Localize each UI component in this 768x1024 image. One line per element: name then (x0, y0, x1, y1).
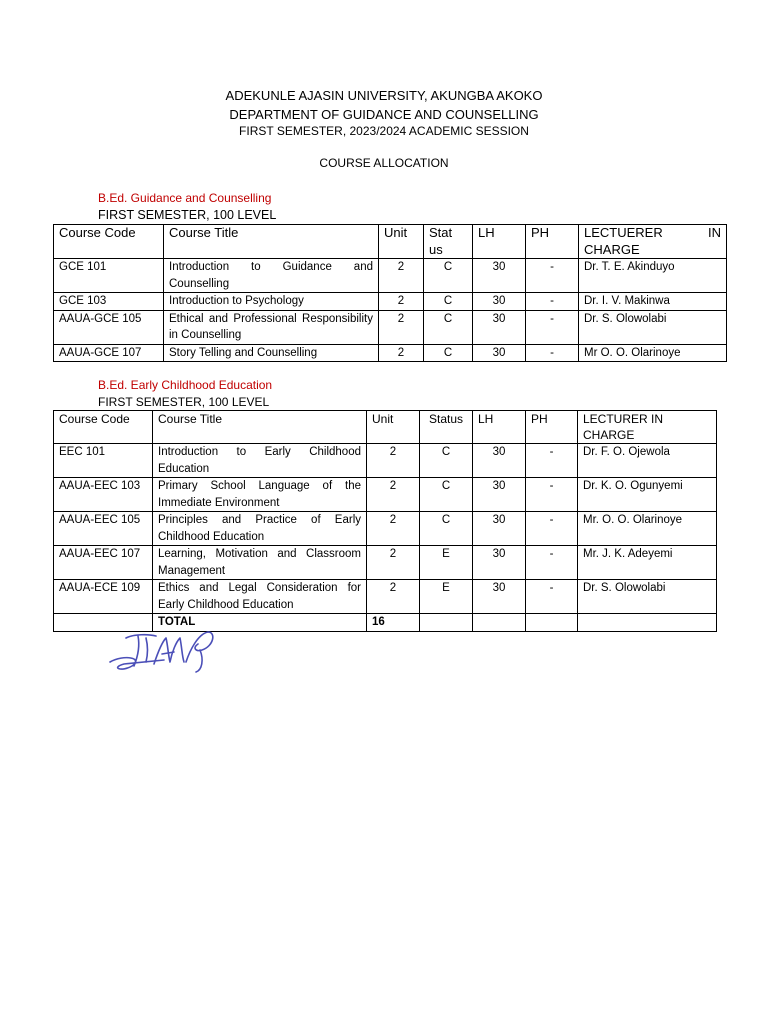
lecturer-cell: Dr. S. Olowolabi (579, 310, 727, 344)
course-code-cell: GCE 103 (54, 293, 164, 311)
course-code-cell: AAUA-GCE 105 (54, 310, 164, 344)
department-name: DEPARTMENT OF GUIDANCE AND COUNSELLING (229, 107, 539, 122)
col-unit: Unit (379, 225, 424, 259)
early-childhood-course-table (53, 410, 717, 632)
university-name: ADEKUNLE AJASIN UNIVERSITY, AKUNGBA AKOKO (225, 88, 543, 103)
ph-cell: - (526, 546, 578, 580)
lh-cell: 30 (473, 344, 526, 362)
lecturer-cell: Dr. T. E. Akinduyo (579, 259, 727, 293)
table-row (54, 293, 727, 311)
lh-cell: 30 (473, 310, 526, 344)
ph-cell: - (526, 310, 579, 344)
col-course-title: Course Title (153, 411, 367, 444)
unit-cell: 2 (379, 310, 424, 344)
total-empty-cell (473, 614, 526, 632)
course-code-cell: AAUA-GCE 107 (54, 344, 164, 362)
col-course-title: Course Title (164, 225, 379, 259)
lecturer-cell: Dr. K. O. Ogunyemi (578, 478, 717, 512)
course-code-cell: EEC 101 (54, 444, 153, 478)
ph-cell: - (526, 512, 578, 546)
lh-cell: 30 (473, 259, 526, 293)
lecturer-cell: Dr. F. O. Ojewola (578, 444, 717, 478)
level-heading-guidance: FIRST SEMESTER, 100 LEVEL (98, 208, 277, 222)
col-status: Status (420, 411, 473, 444)
unit-cell: 2 (367, 512, 420, 546)
guidance-course-table (53, 224, 727, 362)
lh-cell: 30 (473, 580, 526, 614)
lecturer-cell: Mr O. O. Olarinoye (579, 344, 727, 362)
course-code-cell: AAUA-EEC 103 (54, 478, 153, 512)
total-label: TOTAL (153, 614, 367, 632)
table-row (54, 344, 727, 362)
table-header-row (54, 411, 717, 444)
status-cell: C (424, 259, 473, 293)
col-lecturer: LECTUERER IN CHARGE (579, 225, 727, 259)
status-cell: C (420, 478, 473, 512)
status-cell: C (424, 310, 473, 344)
col-lh: LH (473, 411, 526, 444)
program-heading-early-childhood: B.Ed. Early Childhood Education (98, 378, 273, 392)
course-code-cell: AAUA-EEC 105 (54, 512, 153, 546)
unit-cell: 2 (367, 580, 420, 614)
table-row (54, 259, 727, 293)
col-ph: PH (526, 225, 579, 259)
total-units: 16 (367, 614, 420, 632)
table-header-row (54, 225, 727, 259)
course-title-cell: Ethics and Legal Consideration for Early Childhood Education (153, 580, 367, 614)
lecturer-cell: Mr. O. O. Olarinoye (578, 512, 717, 546)
col-course-code: Course Code (54, 225, 164, 259)
lecturer-cell: Dr. I. V. Makinwa (579, 293, 727, 311)
level-heading-early-childhood: FIRST SEMESTER, 100 LEVEL (98, 395, 270, 409)
unit-cell: 2 (379, 344, 424, 362)
course-title-cell: Principles and Practice of Early Childhood Education (153, 512, 367, 546)
course-code-cell: AAUA-ECE 109 (54, 580, 153, 614)
table-row (54, 310, 727, 344)
lh-cell: 30 (473, 293, 526, 311)
unit-cell: 2 (367, 444, 420, 478)
total-empty-cell (578, 614, 717, 632)
col-unit: Unit (367, 411, 420, 444)
col-ph: PH (526, 411, 578, 444)
course-title-cell: Introduction to Guidance and Counselling (164, 259, 379, 293)
course-title-cell: Primary School Language of the Immediate Environment (153, 478, 367, 512)
course-title-cell: Learning, Motivation and Classroom Management (153, 546, 367, 580)
unit-cell: 2 (367, 478, 420, 512)
table-row (54, 444, 717, 478)
ph-cell: - (526, 259, 579, 293)
course-title-cell: Ethical and Professional Responsibility in Counselling (164, 310, 379, 344)
lh-cell: 30 (473, 444, 526, 478)
ph-cell: - (526, 580, 578, 614)
course-title-cell: Introduction to Psychology (164, 293, 379, 311)
unit-cell: 2 (367, 546, 420, 580)
status-cell: C (424, 344, 473, 362)
course-title-cell: Introduction to Early Childhood Education (153, 444, 367, 478)
unit-cell: 2 (379, 259, 424, 293)
lh-cell: 30 (473, 546, 526, 580)
lh-cell: 30 (473, 512, 526, 546)
lecturer-cell: Dr. S. Olowolabi (578, 580, 717, 614)
ph-cell: - (526, 344, 579, 362)
lecturer-cell: Mr. J. K. Adeyemi (578, 546, 717, 580)
total-empty-cell (420, 614, 473, 632)
col-course-code: Course Code (54, 411, 153, 444)
status-cell: E (420, 546, 473, 580)
signature-icon (104, 624, 224, 681)
lh-cell: 30 (473, 478, 526, 512)
unit-cell: 2 (379, 293, 424, 311)
table-row (54, 512, 717, 546)
total-empty-cell (526, 614, 578, 632)
status-cell: C (424, 293, 473, 311)
col-lh: LH (473, 225, 526, 259)
table-row (54, 580, 717, 614)
col-status: Stat us (424, 225, 473, 259)
ph-cell: - (526, 444, 578, 478)
course-code-cell: GCE 101 (54, 259, 164, 293)
document-title: COURSE ALLOCATION (319, 156, 449, 170)
course-code-cell: AAUA-EEC 107 (54, 546, 153, 580)
ph-cell: - (526, 478, 578, 512)
col-lecturer: LECTURER IN CHARGE (578, 411, 717, 444)
table-row (54, 478, 717, 512)
course-title-cell: Story Telling and Counselling (164, 344, 379, 362)
table-row (54, 546, 717, 580)
ph-cell: - (526, 293, 579, 311)
status-cell: C (420, 512, 473, 546)
status-cell: C (420, 444, 473, 478)
program-heading-guidance: B.Ed. Guidance and Counselling (98, 191, 272, 205)
session-label: FIRST SEMESTER, 2023/2024 ACADEMIC SESSION (239, 124, 529, 138)
status-cell: E (420, 580, 473, 614)
